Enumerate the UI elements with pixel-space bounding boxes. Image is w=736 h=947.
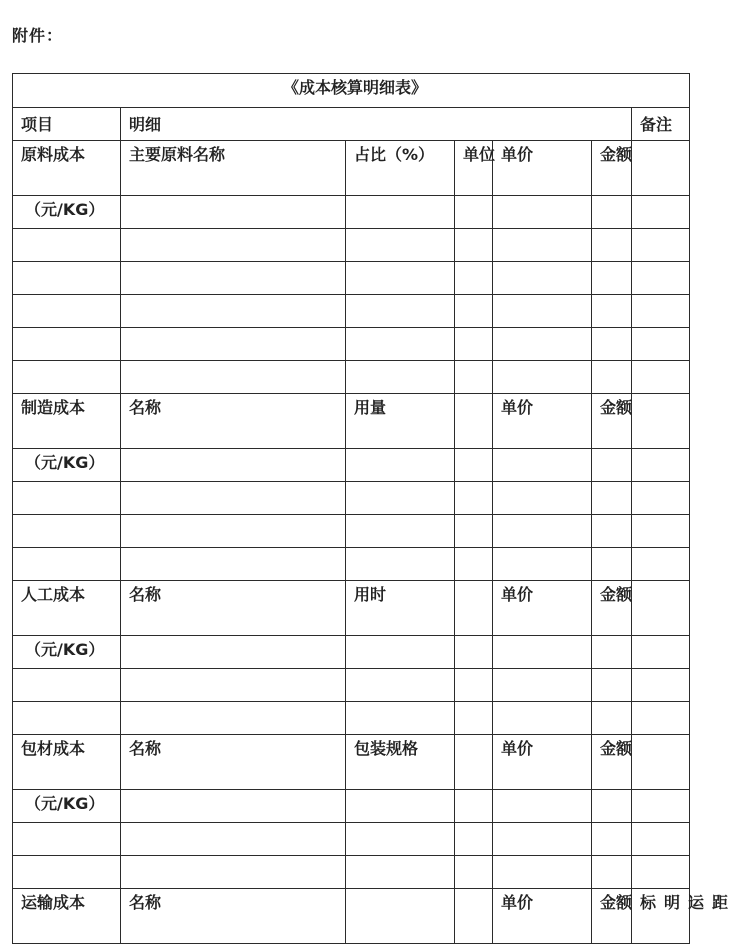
empty-cell [346,856,455,889]
empty-cell [346,823,455,856]
empty-cell [592,856,632,889]
empty-cell [632,229,690,262]
empty-cell [346,449,455,482]
table-row [13,856,690,889]
empty-cell [455,328,493,361]
section-col-note [632,394,690,449]
header-note: 备注 [632,108,690,141]
empty-cell [455,482,493,515]
empty-cell [632,669,690,702]
empty-cell [592,361,632,394]
empty-cell [493,449,592,482]
empty-cell [121,482,346,515]
empty-cell [346,229,455,262]
empty-cell [493,636,592,669]
empty-cell [121,361,346,394]
empty-cell [632,515,690,548]
section-col-unit [455,735,493,790]
empty-cell [455,790,493,823]
empty-cell [493,229,592,262]
section-header-row [13,141,690,196]
table-title: 《成本核算明细表》 [13,74,690,108]
empty-cell [13,515,121,548]
empty-cell [493,262,592,295]
empty-cell [455,823,493,856]
empty-cell [121,548,346,581]
empty-cell [592,790,632,823]
section-col-note [632,735,690,790]
empty-cell [592,196,632,229]
empty-cell [493,328,592,361]
empty-cell [121,295,346,328]
table-row [13,482,690,515]
empty-cell [455,262,493,295]
empty-cell [13,262,121,295]
empty-cell [346,482,455,515]
empty-cell [346,702,455,735]
table-row [13,702,690,735]
section-col-note [632,581,690,636]
empty-cell [455,295,493,328]
empty-cell [455,548,493,581]
section-col-note: 标明运距 [632,889,690,944]
empty-cell [592,823,632,856]
empty-cell [455,229,493,262]
empty-cell [121,515,346,548]
section-header-row [13,394,690,449]
empty-cell [13,482,121,515]
empty-cell [592,636,632,669]
empty-cell [13,669,121,702]
section-col-price: 单价 [493,394,592,449]
empty-cell [455,856,493,889]
empty-cell [13,856,121,889]
empty-cell [592,229,632,262]
empty-cell [592,262,632,295]
cost-accounting-table [12,73,736,944]
empty-cell [455,449,493,482]
empty-cell [493,790,592,823]
empty-cell [592,702,632,735]
empty-cell [632,702,690,735]
section-col-name: 名称 [121,581,346,636]
empty-cell [493,482,592,515]
empty-cell [632,548,690,581]
section-unit-row [13,196,690,229]
table-row [13,515,690,548]
empty-cell [632,328,690,361]
empty-cell [346,790,455,823]
table-row [13,262,690,295]
empty-cell [121,328,346,361]
empty-cell [493,702,592,735]
empty-cell [592,515,632,548]
section-col-qty: 用量 [346,394,455,449]
empty-cell [632,196,690,229]
section-col-name: 主要原料名称 [121,141,346,196]
section-col-unit [455,394,493,449]
empty-cell [455,669,493,702]
table-row [13,328,690,361]
empty-cell [592,449,632,482]
empty-cell [592,295,632,328]
empty-cell [13,328,121,361]
empty-cell [592,548,632,581]
section-col-unit [455,581,493,636]
empty-cell [632,790,690,823]
empty-cell [493,196,592,229]
unit-suffix: （元/KG） [13,636,121,669]
empty-cell [455,702,493,735]
section-col-price: 单价 [493,581,592,636]
empty-cell [13,702,121,735]
empty-cell [632,636,690,669]
empty-cell [121,790,346,823]
empty-cell [592,669,632,702]
section-col-qty: 占比（%） [346,141,455,196]
section-col-qty: 用时 [346,581,455,636]
section-unit-row [13,790,690,823]
empty-cell [632,823,690,856]
table-row [13,229,690,262]
section-col-name: 名称 [121,889,346,944]
section-col-amount: 金额 [592,581,632,636]
empty-cell [632,449,690,482]
empty-cell [346,295,455,328]
table-row [13,669,690,702]
section-col-amount: 金额 [592,394,632,449]
section-col-name: 名称 [121,394,346,449]
empty-cell [632,856,690,889]
empty-cell [632,482,690,515]
empty-cell [346,548,455,581]
empty-cell [592,482,632,515]
section-name: 制造成本 [13,394,121,449]
section-col-amount: 金额 [592,889,632,944]
empty-cell [493,669,592,702]
empty-cell [493,361,592,394]
empty-cell [121,669,346,702]
empty-cell [455,361,493,394]
empty-cell [632,262,690,295]
section-col-price: 单价 [493,141,592,196]
empty-cell [346,515,455,548]
empty-cell [346,196,455,229]
empty-cell [121,636,346,669]
empty-cell [493,548,592,581]
table-row [13,295,690,328]
section-col-price: 单价 [493,735,592,790]
empty-cell [13,548,121,581]
section-name: 原料成本 [13,141,121,196]
empty-cell [13,229,121,262]
empty-cell [632,295,690,328]
section-col-price: 单价 [493,889,592,944]
empty-cell [493,295,592,328]
empty-cell [13,823,121,856]
section-col-name: 名称 [121,735,346,790]
empty-cell [346,361,455,394]
empty-cell [346,262,455,295]
section-col-qty [346,889,455,944]
empty-cell [13,361,121,394]
empty-cell [121,229,346,262]
empty-cell [632,361,690,394]
table-row [13,361,690,394]
section-header-row [13,889,690,944]
header-item: 项目 [13,108,121,141]
section-col-amount: 金额 [592,735,632,790]
empty-cell [346,328,455,361]
empty-cell [493,856,592,889]
empty-cell [455,636,493,669]
empty-cell [121,196,346,229]
empty-cell [455,515,493,548]
section-header-row [13,581,690,636]
table-row [13,548,690,581]
section-unit-row [13,636,690,669]
unit-suffix: （元/KG） [13,790,121,823]
empty-cell [346,669,455,702]
empty-cell [346,636,455,669]
section-col-unit: 单位 [455,141,493,196]
section-col-amount: 金额 [592,141,632,196]
section-col-note [632,141,690,196]
section-unit-row [13,449,690,482]
empty-cell [493,515,592,548]
section-name: 包材成本 [13,735,121,790]
empty-cell [592,328,632,361]
section-col-unit [455,889,493,944]
empty-cell [121,856,346,889]
empty-cell [121,449,346,482]
table-row [13,823,690,856]
empty-cell [121,702,346,735]
unit-suffix: （元/KG） [13,449,121,482]
empty-cell [121,823,346,856]
attachment-label: 附件： [12,26,64,45]
empty-cell [13,295,121,328]
section-name: 运输成本 [13,889,121,944]
empty-cell [455,196,493,229]
empty-cell [121,262,346,295]
unit-suffix: （元/KG） [13,196,121,229]
header-detail: 明细 [121,108,632,141]
section-header-row [13,735,690,790]
section-col-qty: 包装规格 [346,735,455,790]
section-name: 人工成本 [13,581,121,636]
empty-cell [493,823,592,856]
